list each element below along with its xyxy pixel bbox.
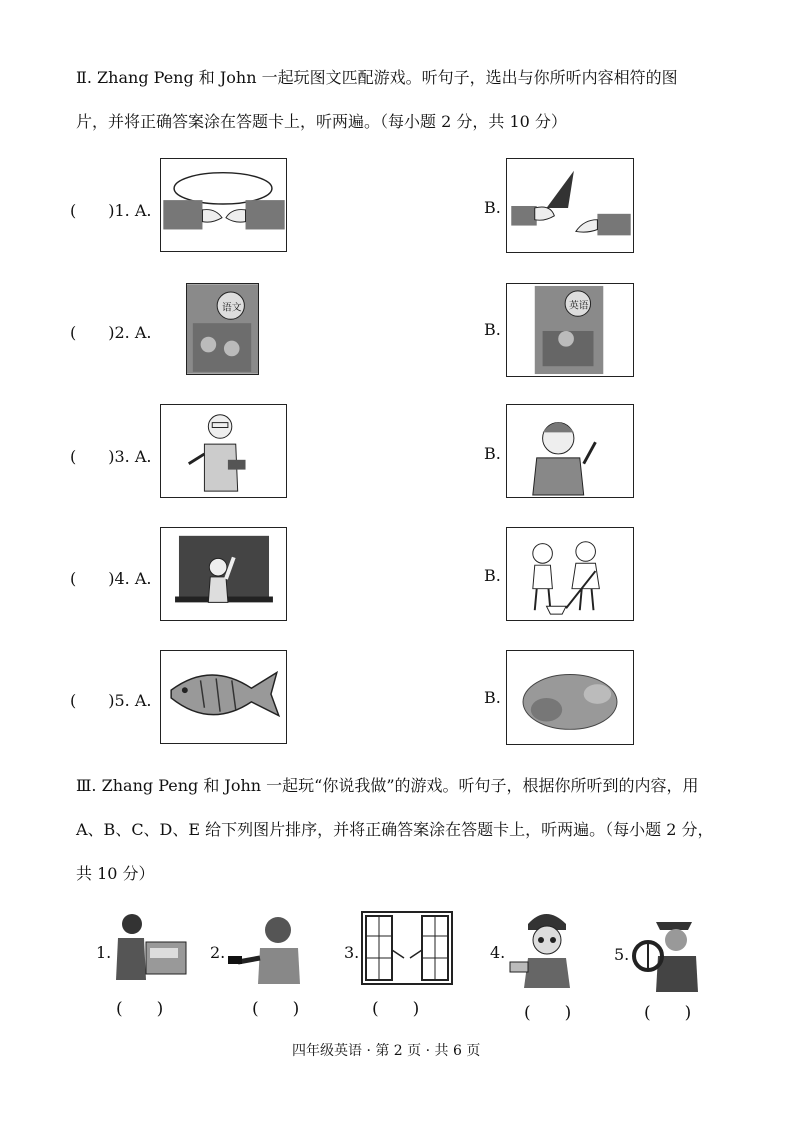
ordering-item-4-answer-parens[interactable]: ( ) [524, 1003, 572, 1023]
question-5-label: ( )5. A. [70, 691, 152, 710]
page-footer: 四年级英语 · 第 2 页 · 共 6 页 [292, 1043, 481, 1059]
student-at-blackboard [161, 528, 286, 620]
question-2-label: ( )2. A. [70, 323, 152, 342]
boy-with-remote-illustration [226, 908, 306, 984]
q3-option-a-picture[interactable] [160, 404, 287, 498]
q2-option-b-picture[interactable] [506, 283, 634, 377]
question-5-option-b-label: B. [484, 688, 501, 707]
handing-knife-illustration [507, 159, 633, 252]
q1-option-b-picture[interactable] [506, 158, 634, 253]
driver-with-steering-wheel-illustration [626, 908, 708, 992]
roast-chicken-illustration [507, 651, 633, 744]
ordering-item-3-picture[interactable] [360, 910, 454, 986]
section2-instruction-line1: Ⅱ. Zhang Peng 和 John 一起玩图文匹配游戏。听句子，选出与你所听内容相符的图 [76, 68, 678, 87]
girl-using-copier-illustration [110, 908, 192, 984]
open-window-illustration [360, 910, 454, 986]
question-3-option-b-label: B. [484, 444, 501, 463]
ordering-item-5-number: 5. [614, 945, 630, 964]
section3-instruction-line2: A、B、C、D、E 给下列图片排序，并将正确答案涂在答题卡上，听两遍。（每小题 2 分， [76, 820, 714, 839]
fish-illustration [161, 651, 286, 743]
ordering-item-1-number: 1. [96, 943, 112, 962]
girl-thinking-illustration [507, 405, 633, 497]
ordering-item-4-number: 4. [490, 943, 506, 962]
q4-option-a-picture[interactable] [160, 527, 287, 621]
section2-instruction-line2: 片，并将正确答案涂在答题卡上，听两遍。（每小题 2 分，共 10 分） [76, 112, 567, 131]
q4-option-b-picture[interactable] [506, 527, 634, 621]
section3-instruction-line3: 共 10 分） [76, 864, 155, 883]
question-2-option-b-label: B. [484, 320, 501, 339]
question-4-label: ( )4. A. [70, 569, 152, 588]
children-sweeping-floor [507, 528, 633, 620]
child-with-cap-illustration [504, 904, 586, 988]
question-4-option-b-label: B. [484, 566, 501, 585]
chinese-book-title: 语文 [222, 302, 242, 314]
q5-option-a-picture[interactable] [160, 650, 287, 744]
english-book-cover [507, 284, 633, 376]
question-3-label: ( )3. A. [70, 447, 152, 466]
ordering-item-2-answer-parens[interactable]: ( ) [252, 999, 300, 1019]
question-1-option-b-label: B. [484, 198, 501, 217]
q1-option-a-picture[interactable] [160, 158, 287, 252]
q2-option-a-picture[interactable] [186, 283, 259, 375]
english-book-title: 英语 [569, 300, 589, 312]
question-1-label: ( )1. A. [70, 201, 152, 220]
ordering-item-3-number: 3. [344, 943, 360, 962]
handover-hands-illustration [161, 159, 286, 251]
ordering-item-2-number: 2. [210, 943, 226, 962]
ordering-item-1-answer-parens[interactable]: ( ) [116, 999, 164, 1019]
ordering-item-3-answer-parens[interactable]: ( ) [372, 999, 420, 1019]
section3-instruction-line1: Ⅲ. Zhang Peng 和 John 一起玩“你说我做”的游戏。听句子，根据你所听到的内容，用 [76, 776, 699, 795]
ordering-item-1-picture[interactable] [110, 908, 192, 984]
ordering-item-5-answer-parens[interactable]: ( ) [644, 1003, 692, 1023]
ordering-item-2-picture[interactable] [226, 908, 306, 984]
ordering-item-4-picture[interactable] [504, 904, 586, 988]
chinese-book-cover [187, 284, 258, 374]
q3-option-b-picture[interactable] [506, 404, 634, 498]
ordering-item-5-picture[interactable] [626, 908, 708, 992]
q5-option-b-picture[interactable] [506, 650, 634, 745]
boy-with-glasses-pointing [161, 405, 286, 497]
